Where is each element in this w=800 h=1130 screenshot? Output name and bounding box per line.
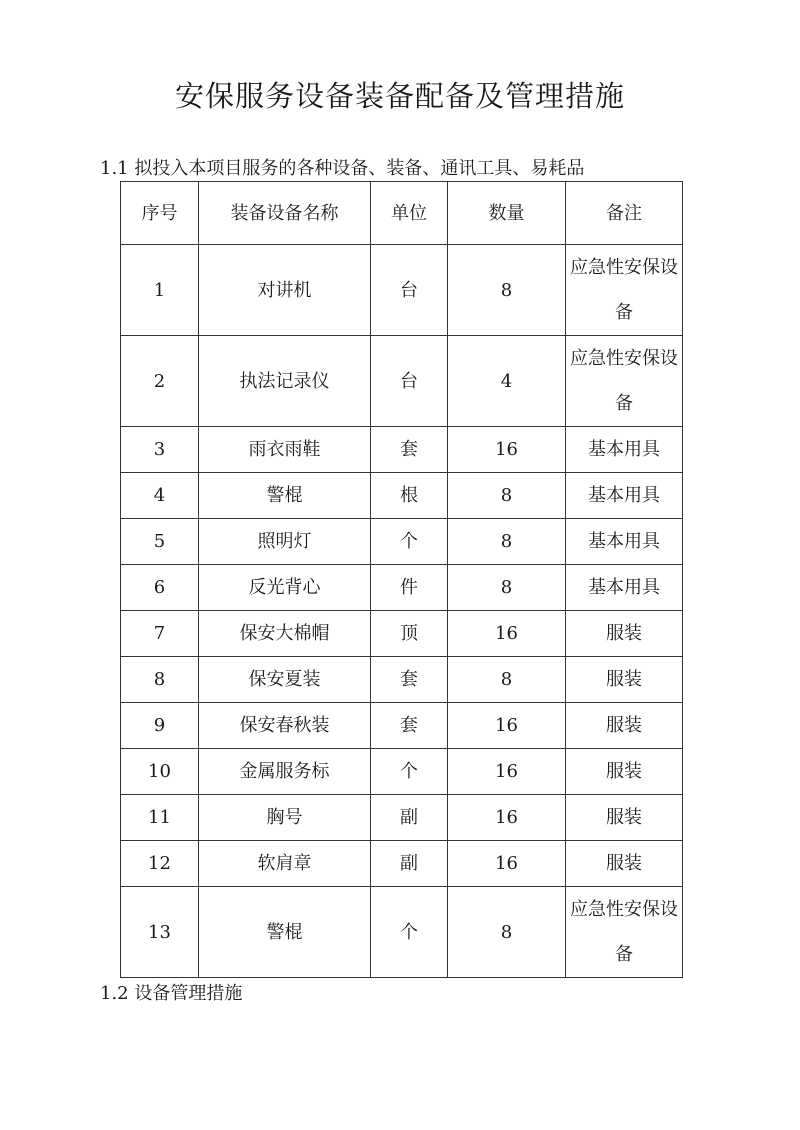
header-cell-qty: 数量 bbox=[448, 182, 566, 245]
row-cell-note: 服装 bbox=[566, 749, 683, 795]
row-cell-name: 保安大棉帽 bbox=[199, 611, 371, 657]
row-cell-no: 2 bbox=[121, 336, 199, 427]
table-row bbox=[121, 611, 683, 657]
row-cell-no: 10 bbox=[121, 749, 199, 795]
row-cell-name: 保安夏装 bbox=[199, 657, 371, 703]
table-row bbox=[121, 245, 683, 336]
table-row bbox=[121, 519, 683, 565]
row-cell-qty: 8 bbox=[448, 565, 566, 611]
document-title: 安保服务设备装备配备及管理措施 bbox=[174, 79, 625, 113]
row-cell-name: 对讲机 bbox=[199, 245, 371, 336]
row-cell-note: 基本用具 bbox=[566, 473, 683, 519]
section-heading-management: 1.2 设备管理措施 bbox=[100, 983, 243, 1004]
table-body bbox=[121, 245, 683, 978]
row-cell-unit: 个 bbox=[371, 887, 448, 978]
row-cell-qty: 8 bbox=[448, 887, 566, 978]
row-cell-note: 服装 bbox=[566, 841, 683, 887]
row-cell-qty: 8 bbox=[448, 245, 566, 336]
row-cell-name: 雨衣雨鞋 bbox=[199, 427, 371, 473]
row-cell-name: 警棍 bbox=[199, 473, 371, 519]
row-cell-unit: 套 bbox=[371, 703, 448, 749]
row-cell-unit: 套 bbox=[371, 427, 448, 473]
row-cell-note: 服装 bbox=[566, 657, 683, 703]
row-cell-note: 基本用具 bbox=[566, 565, 683, 611]
row-cell-qty: 8 bbox=[448, 473, 566, 519]
row-cell-qty: 16 bbox=[448, 427, 566, 473]
row-cell-note: 服装 bbox=[566, 611, 683, 657]
row-cell-unit: 件 bbox=[371, 565, 448, 611]
row-cell-no: 8 bbox=[121, 657, 199, 703]
row-cell-name: 警棍 bbox=[199, 887, 371, 978]
row-cell-unit: 个 bbox=[371, 749, 448, 795]
row-cell-unit: 个 bbox=[371, 519, 448, 565]
table-row bbox=[121, 703, 683, 749]
row-cell-no: 9 bbox=[121, 703, 199, 749]
row-cell-note: 应急性安保设备 bbox=[566, 245, 683, 336]
table-row bbox=[121, 795, 683, 841]
row-cell-name: 反光背心 bbox=[199, 565, 371, 611]
header-cell-no: 序号 bbox=[121, 182, 199, 245]
row-cell-note: 基本用具 bbox=[566, 427, 683, 473]
section-heading-equipment-list: 1.1 拟投入本项目服务的各种设备、装备、通讯工具、易耗品 bbox=[100, 158, 585, 179]
header-cell-unit: 单位 bbox=[371, 182, 448, 245]
table-row bbox=[121, 473, 683, 519]
row-cell-unit: 副 bbox=[371, 841, 448, 887]
row-cell-no: 12 bbox=[121, 841, 199, 887]
table-row bbox=[121, 657, 683, 703]
row-cell-no: 6 bbox=[121, 565, 199, 611]
row-cell-unit: 台 bbox=[371, 336, 448, 427]
table-row bbox=[121, 427, 683, 473]
table-row bbox=[121, 336, 683, 427]
table-header-row bbox=[121, 182, 683, 245]
row-cell-no: 13 bbox=[121, 887, 199, 978]
table-row bbox=[121, 887, 683, 978]
equipment-table bbox=[120, 181, 683, 978]
row-cell-no: 7 bbox=[121, 611, 199, 657]
row-cell-qty: 16 bbox=[448, 749, 566, 795]
row-cell-note: 应急性安保设备 bbox=[566, 887, 683, 978]
row-cell-note: 应急性安保设备 bbox=[566, 336, 683, 427]
row-cell-name: 软肩章 bbox=[199, 841, 371, 887]
header-cell-name: 装备设备名称 bbox=[199, 182, 371, 245]
table-row bbox=[121, 841, 683, 887]
row-cell-no: 5 bbox=[121, 519, 199, 565]
row-cell-name: 执法记录仪 bbox=[199, 336, 371, 427]
row-cell-qty: 16 bbox=[448, 703, 566, 749]
row-cell-name: 保安春秋装 bbox=[199, 703, 371, 749]
row-cell-name: 胸号 bbox=[199, 795, 371, 841]
row-cell-unit: 根 bbox=[371, 473, 448, 519]
row-cell-unit: 副 bbox=[371, 795, 448, 841]
row-cell-name: 照明灯 bbox=[199, 519, 371, 565]
table-row bbox=[121, 749, 683, 795]
row-cell-unit: 台 bbox=[371, 245, 448, 336]
row-cell-name: 金属服务标 bbox=[199, 749, 371, 795]
table-row bbox=[121, 565, 683, 611]
row-cell-unit: 套 bbox=[371, 657, 448, 703]
row-cell-unit: 顶 bbox=[371, 611, 448, 657]
row-cell-qty: 4 bbox=[448, 336, 566, 427]
row-cell-qty: 8 bbox=[448, 519, 566, 565]
row-cell-qty: 16 bbox=[448, 795, 566, 841]
row-cell-no: 1 bbox=[121, 245, 199, 336]
row-cell-note: 基本用具 bbox=[566, 519, 683, 565]
row-cell-no: 4 bbox=[121, 473, 199, 519]
row-cell-qty: 8 bbox=[448, 657, 566, 703]
row-cell-no: 11 bbox=[121, 795, 199, 841]
row-cell-qty: 16 bbox=[448, 841, 566, 887]
row-cell-qty: 16 bbox=[448, 611, 566, 657]
row-cell-note: 服装 bbox=[566, 795, 683, 841]
row-cell-note: 服装 bbox=[566, 703, 683, 749]
header-cell-note: 备注 bbox=[566, 182, 683, 245]
row-cell-no: 3 bbox=[121, 427, 199, 473]
